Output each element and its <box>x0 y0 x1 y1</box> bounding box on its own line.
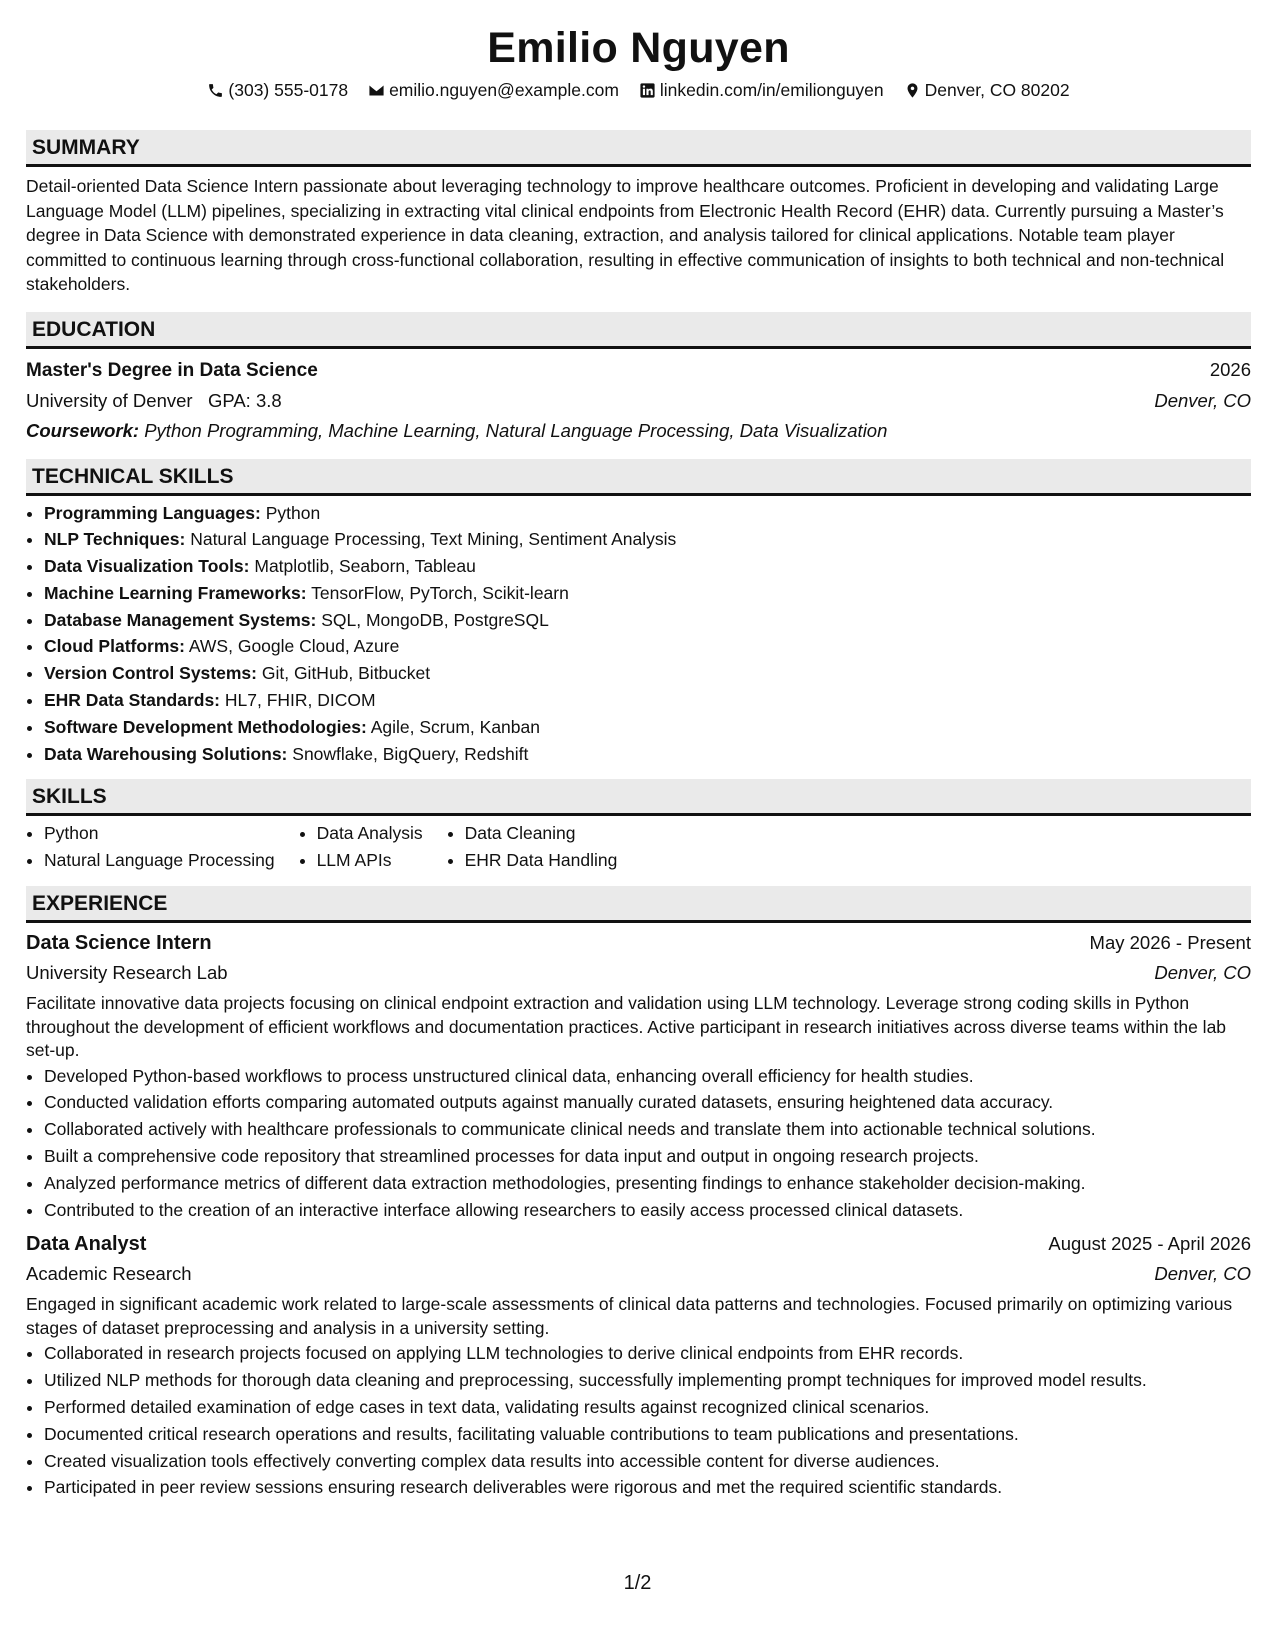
summary-text: Detail-oriented Data Science Intern passionate about leveraging technology to improve healthcare outcomes. Proficient in developing and validating Large Language Model (LLM) pipelines, specializing in extracting vital clinical endpoints from Electronic Health Record (EHR) data. Currently pursuing a Master’s degree in Data Science with demonstrated experience in data cleaning, extraction, and analysis tailored for clinical applications. Notable team player committed to continuous learning through cross-functional collaboration, resulting in effective communication of insights to both technical and non-technical stakeholders. <box>26 176 1225 294</box>
skill-value: Agile, Scrum, Kanban <box>370 716 540 737</box>
skills-column-3 <box>447 820 618 874</box>
list-item <box>44 633 1251 660</box>
job-entry <box>26 928 1251 1223</box>
list-item: • Conducted validation efforts comparing automated outputs against manually curated datasets, ensuring heightened data accuracy. <box>44 1089 1251 1116</box>
skill-label: Data Visualization Tools: <box>44 556 250 577</box>
email-link[interactable]: emilio.nguyen@example.com <box>389 80 619 100</box>
technical-skills-section <box>26 459 1251 768</box>
technical-skills-heading: TECHNICAL SKILLS <box>26 459 1251 496</box>
job-organization: Academic Research <box>26 1263 192 1285</box>
degree: Master's Degree in Data Science <box>26 359 318 381</box>
job-org-row <box>26 1259 1251 1289</box>
skill-value: SQL, MongoDB, PostgreSQL <box>321 609 549 630</box>
resume-page <box>26 18 1251 1501</box>
skill-label: NLP Techniques: <box>44 529 186 550</box>
list-item: • Created visualization tools effectively converting complex data results into accessible content for diverse audiences. <box>44 1448 1251 1475</box>
education-section <box>26 312 1251 446</box>
contact-email[interactable] <box>368 78 619 102</box>
list-item <box>44 553 1251 580</box>
skill-label: Version Control Systems: <box>44 663 257 684</box>
list-item: • Built a comprehensive code repository that streamlined processes for data input and output in ongoing research projects. <box>44 1143 1251 1170</box>
job-organization: University Research Lab <box>26 962 228 984</box>
job-bullets <box>26 1063 1251 1224</box>
list-item: • Collaborated in research projects focused on applying LLM technologies to derive clinical endpoints from EHR records. <box>44 1340 1251 1367</box>
education-row-2 <box>26 386 1251 416</box>
linkedin-icon <box>639 82 656 99</box>
linkedin-link[interactable]: linkedin.com/in/emilionguyen <box>659 80 884 100</box>
list-item: • Documented critical research operations and results, facilitating valuable contributions to team publications and presentations. <box>44 1421 1251 1448</box>
skills-column-1 <box>26 820 275 874</box>
page-number: 1/2 <box>623 1572 652 1594</box>
list-item <box>44 580 1251 607</box>
list-item: • Python <box>44 820 275 847</box>
list-item <box>44 607 1251 634</box>
skill-label: EHR Data Standards: <box>44 690 221 711</box>
contact-location <box>904 78 1070 102</box>
job-location: Denver, CO <box>1154 962 1251 984</box>
experience-heading: EXPERIENCE <box>26 886 1251 923</box>
education-row-1 <box>26 355 1251 386</box>
list-item: • Participated in peer review sessions ensuring research deliverables were rigorous and met the required scientific standards. <box>44 1474 1251 1501</box>
contact-bar <box>26 78 1251 102</box>
list-item: • Natural Language Processing <box>44 847 275 874</box>
candidate-name: Emilio Nguyen <box>487 24 790 72</box>
skill-value: Snowflake, BigQuery, Redshift <box>292 743 529 764</box>
gpa: GPA: 3.8 <box>207 389 282 411</box>
summary-heading: SUMMARY <box>26 130 1251 167</box>
list-item: • Performed detailed examination of edge cases in text data, validating results against recognized clinical scenarios. <box>44 1394 1251 1421</box>
skill-label: Software Development Methodologies: <box>44 716 367 737</box>
job-entry <box>26 1229 1251 1501</box>
coursework-label: Coursework: <box>26 419 140 441</box>
technical-skills-list <box>26 500 1251 768</box>
contact-phone <box>207 78 348 102</box>
job-title: Data Science Intern <box>26 932 212 955</box>
skill-value: Git, GitHub, Bitbucket <box>261 663 431 684</box>
skills-column-2 <box>299 820 423 874</box>
skill-label: Data Warehousing Solutions: <box>44 743 288 764</box>
job-title-row <box>26 1229 1251 1259</box>
job-title-row <box>26 928 1251 958</box>
skill-label: Cloud Platforms: <box>44 636 185 657</box>
skill-value: Matplotlib, Seaborn, Tableau <box>254 556 476 577</box>
experience-section <box>26 886 1251 1501</box>
skill-value: Natural Language Processing, Text Mining, Sentiment Analysis <box>190 529 677 550</box>
list-item: • LLM APIs <box>317 847 423 874</box>
job-description: Facilitate innovative data projects focusing on clinical endpoint extraction and validation using LLM technology. Leverage strong coding skills in Python throughout the development of efficient workflows and documentation practices. Active participant in research initiatives across diverse teams within the lab set-up. <box>26 993 1227 1061</box>
job-description: Engaged in significant academic work related to large-scale assessments of clinical data patterns and technologies. Focused primarily on optimizing various stages of dataset preprocessing and analysis in a university setting. <box>26 1294 1233 1338</box>
map-pin-icon <box>904 82 921 99</box>
list-item: • Collaborated actively with healthcare professionals to communicate clinical needs and translate them into actionable technical solutions. <box>44 1116 1251 1143</box>
skills-heading: SKILLS <box>26 779 1251 816</box>
skill-value: AWS, Google Cloud, Azure <box>188 636 400 657</box>
skill-value: Python <box>265 502 321 523</box>
job-org-row <box>26 958 1251 988</box>
list-item: • Developed Python-based workflows to process unstructured clinical data, enhancing overall efficiency for health studies. <box>44 1063 1251 1090</box>
job-dates: May 2026 - Present <box>1089 932 1251 954</box>
skills-grid <box>26 820 1251 874</box>
education-heading: EDUCATION <box>26 312 1251 349</box>
list-item: • Analyzed performance metrics of different data extraction methodologies, presenting findings to enhance stakeholder decision-making. <box>44 1170 1251 1197</box>
skills-section <box>26 779 1251 874</box>
contact-linkedin[interactable] <box>639 78 884 102</box>
job-location: Denver, CO <box>1154 1263 1251 1285</box>
school-line <box>26 386 282 416</box>
coursework-line <box>26 416 1251 446</box>
summary-section <box>26 130 1251 297</box>
list-item <box>44 741 1251 768</box>
list-item: • EHR Data Handling <box>465 847 618 874</box>
skill-label: Database Management Systems: <box>44 609 317 630</box>
phone-icon <box>207 82 224 99</box>
list-item <box>44 660 1251 687</box>
list-item <box>44 714 1251 741</box>
skill-label: Programming Languages: <box>44 502 261 523</box>
list-item <box>44 526 1251 553</box>
skill-label: Machine Learning Frameworks: <box>44 582 307 603</box>
location-text: Denver, CO 80202 <box>924 80 1070 100</box>
list-item <box>44 687 1251 714</box>
list-item <box>44 500 1251 527</box>
list-item: • Data Analysis <box>317 820 423 847</box>
skill-value: TensorFlow, PyTorch, Scikit-learn <box>311 582 569 603</box>
job-dates: August 2025 - April 2026 <box>1048 1233 1251 1255</box>
graduation-year: 2026 <box>1209 358 1251 380</box>
list-item: • Contributed to the creation of an interactive interface allowing researchers to easily access processed clinical datasets. <box>44 1197 1251 1224</box>
list-item: • Utilized NLP methods for thorough data cleaning and preprocessing, successfully implementing prompt techniques for improved model results. <box>44 1367 1251 1394</box>
school-location: Denver, CO <box>1154 389 1251 411</box>
envelope-icon <box>368 82 385 99</box>
coursework-list: Python Programming, Machine Learning, Natural Language Processing, Data Visualization <box>144 419 888 441</box>
job-title: Data Analyst <box>26 1233 147 1256</box>
job-bullets <box>26 1340 1251 1501</box>
school-name: University of Denver <box>26 389 193 411</box>
list-item: • Data Cleaning <box>465 820 618 847</box>
skill-value: HL7, FHIR, DICOM <box>224 690 376 711</box>
phone-text: (303) 555-0178 <box>228 80 349 100</box>
